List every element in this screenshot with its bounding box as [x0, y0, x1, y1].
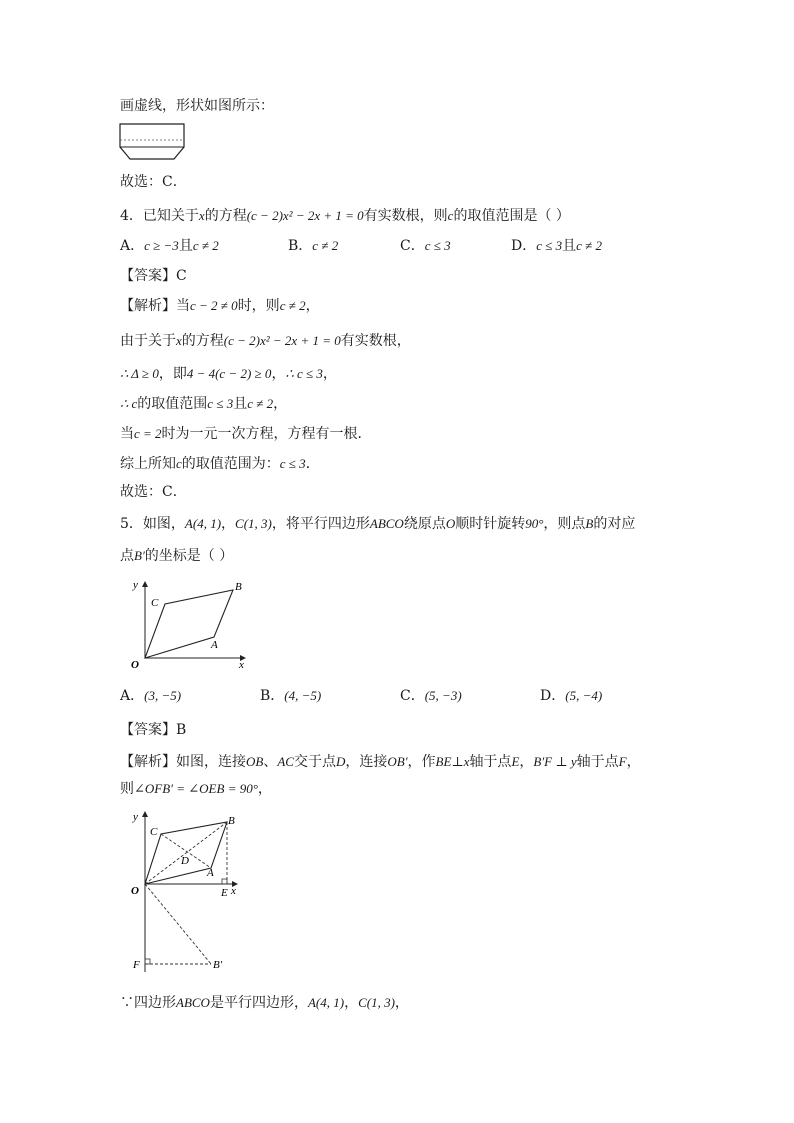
prev-text: 画虚线，形状如图所示： — [120, 98, 274, 114]
q4-analysis-line-4: ∴ c的取值范围c ≤ 3且c ≠ 2， — [120, 396, 288, 412]
fig1-label-c: C — [151, 597, 159, 609]
q4-analysis-line-3: ∴ Δ ≥ 0，即4 − 4(c − 2) ≥ 0，∴ c ≤ 3， — [120, 366, 337, 382]
fig1-label-y: y — [133, 579, 138, 591]
fig1-label-b: B — [235, 581, 242, 593]
fig2-label-d: D — [181, 855, 189, 867]
q4-option-b: B．c ≠ 2 — [288, 238, 339, 254]
fig1-label-o: O — [131, 659, 139, 671]
q4-option-c: C．c ≤ 3 — [400, 238, 451, 254]
q5-figure-parallelogram — [125, 572, 255, 672]
q5-stem-line-2: 点B′的坐标是（ ） — [120, 548, 234, 564]
q4-answer: 【答案】C — [120, 268, 187, 284]
fig1-label-a: A — [211, 639, 218, 651]
prev-choice: 故选：C． — [120, 174, 187, 190]
fig2-label-y: y — [133, 811, 138, 823]
q4-option-d: D．c ≤ 3且c ≠ 2 — [511, 238, 603, 254]
q4-analysis-line-2: 由于关于x的方程(c − 2)x² − 2x + 1 = 0有实数根， — [120, 333, 411, 349]
fig2-label-o: O — [131, 885, 139, 897]
q5-option-a: A．(3, −5) — [120, 688, 182, 704]
q4-option-a: A．c ≥ −3且c ≠ 2 — [120, 238, 219, 254]
q4-analysis-line-6: 综上所知c的取值范围为：c ≤ 3． — [120, 456, 320, 472]
q5-answer: 【答案】B — [120, 722, 187, 738]
q5-analysis-line-1: 【解析】如图，连接OB、AC交于点D，连接OB′，作BE⊥x轴于点E，B′F ⊥ y轴于点F， — [120, 754, 641, 770]
fig2-label-e: E — [221, 887, 228, 899]
fig2-label-f: F — [133, 959, 140, 971]
fig2-label-x: x — [231, 885, 236, 897]
fig2-label-c: C — [150, 826, 158, 838]
q4-choice: 故选：C． — [120, 484, 187, 500]
q4-analysis-line-1: 【解析】当c − 2 ≠ 0时，则c ≠ 2， — [120, 298, 320, 314]
fig1-label-x: x — [239, 659, 244, 671]
q5-stem-line-1: 5．如图，A(4, 1)，C(1, 3)，将平行四边形ABCO绕原点O顺时针旋转90°，则点B的对应 — [120, 516, 636, 532]
q5-figure-rotation — [125, 806, 255, 978]
q5-option-d: D．(5, −4) — [540, 688, 603, 704]
trapezoid-figure — [119, 123, 185, 161]
q5-option-c: C．(5, −3) — [400, 688, 462, 704]
q4-stem: 4．已知关于x的方程(c − 2)x² − 2x + 1 = 0有实数根，则c的取值范围是（ ） — [120, 208, 570, 224]
q4-analysis-line-5: 当c = 2时为一元一次方程，方程有一根． — [120, 426, 372, 442]
fig2-label-b: B — [228, 815, 235, 827]
fig2-label-a: A — [207, 867, 214, 879]
q5-option-b: B．(4, −5) — [260, 688, 322, 704]
q5-analysis-line-3: ∵四边形ABCO是平行四边形，A(4, 1)，C(1, 3)， — [120, 995, 409, 1011]
q5-analysis-line-2: 则∠OFB′ = ∠OEB = 90°， — [120, 781, 272, 797]
fig2-label-b-prime: B′ — [213, 959, 223, 971]
